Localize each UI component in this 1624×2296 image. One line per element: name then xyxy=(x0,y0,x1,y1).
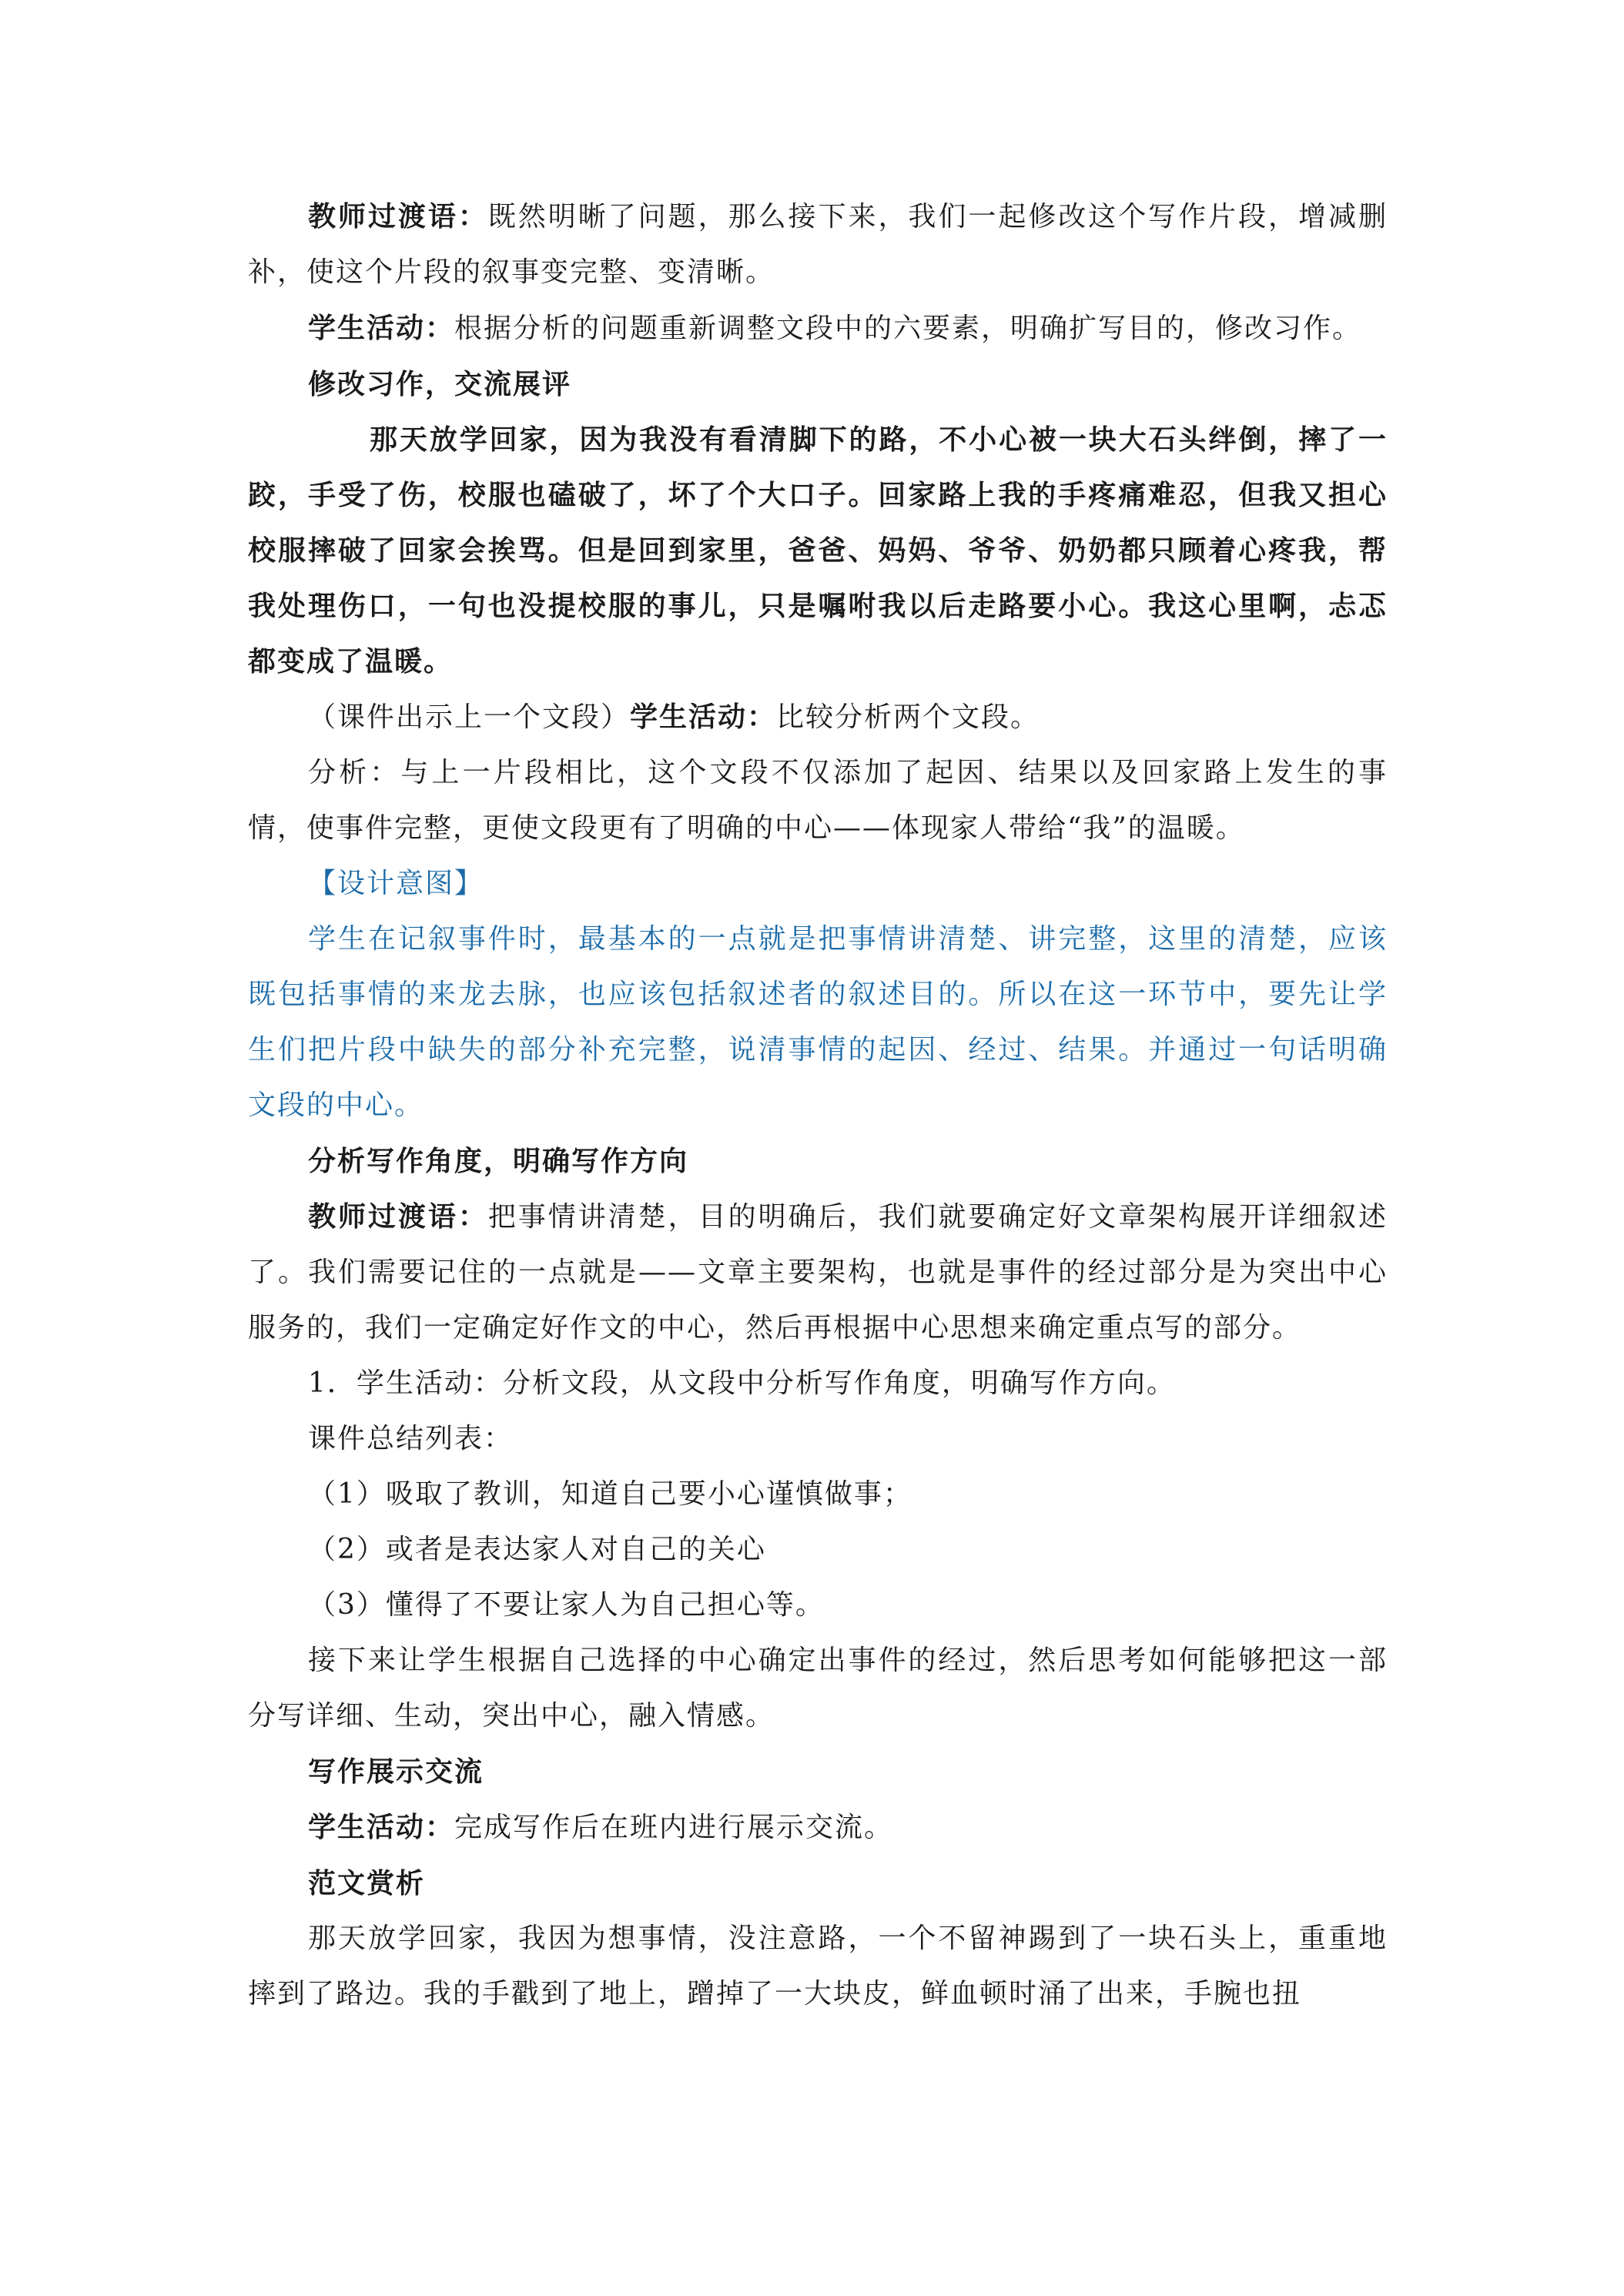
paragraph-student-activity-2 xyxy=(248,1799,1388,1856)
paragraph-compare xyxy=(248,689,1388,745)
document-page xyxy=(248,189,1388,2022)
paragraph-lead: 学生活动： xyxy=(308,1811,455,1843)
paragraph-step-1: 1．学生活动：分析文段，从文段中分析写作角度，明确写作方向。 xyxy=(308,1367,1176,1399)
design-intent-text: 学生在记叙事件时，最基本的一点就是把事情讲清楚、讲完整，这里的清楚，应该既包括事情的来龙去脉，也应该包括叙述者的叙述目的。所以在这一环节中，要先让学生们把片段中缺失的部分补充完整，说清事情的起因、经过、结果。并通过一句话明确文段的中心。 xyxy=(248,923,1388,1121)
list-item: （2）或者是表达家人对自己的关心 xyxy=(308,1534,766,1565)
design-intent-label: 【设计意图】 xyxy=(308,868,484,899)
list-item: （1）吸取了教训，知道自己要小心谨慎做事； xyxy=(308,1478,912,1510)
paragraph-lead: 学生活动： xyxy=(308,312,455,344)
paragraph-analysis: 分析：与上一片段相比，这个文段不仅添加了起因、结果以及回家路上发生的事情，使事件完整，更使文段更有了明确的中心——体现家人带给“我”的温暖。 xyxy=(248,757,1388,844)
section-heading-model-essay: 范文赏析 xyxy=(308,1867,426,1899)
section-heading-revise: 修改习作，交流展评 xyxy=(308,368,572,400)
paragraph-text: 比较分析两个文段。 xyxy=(776,701,1040,733)
paragraph-lead: 学生活动： xyxy=(630,701,777,733)
paragraph-next-step: 接下来让学生根据自己选择的中心确定出事件的经过，然后思考如何能够把这一部分写详细、生动，突出中心，融入情感。 xyxy=(248,1645,1388,1732)
paragraph-lead: 教师过渡语： xyxy=(308,200,488,233)
paragraph-student-activity-1 xyxy=(248,300,1388,356)
paragraph-prefix: （课件出示上一个文段） xyxy=(308,701,631,733)
paragraph-text: 既然明晰了问题，那么接下来，我们一起修改这个写作片段，增减删补，使这个片段的叙事变完整、变清晰。 xyxy=(248,201,1388,288)
paragraph-teacher-transition-1 xyxy=(248,189,1388,300)
paragraph-summary-label: 课件总结列表： xyxy=(308,1423,514,1454)
paragraph-teacher-transition-2 xyxy=(248,1189,1388,1356)
paragraph-lead: 教师过渡语： xyxy=(308,1200,488,1233)
list-item: （3）懂得了不要让家人为自己担心等。 xyxy=(308,1589,825,1621)
section-heading-angle: 分析写作角度，明确写作方向 xyxy=(308,1145,689,1177)
paragraph-model-essay: 那天放学回家，我因为想事情，没注意路，一个不留神踢到了一块石头上，重重地摔到了路边。我的手戳到了地上，蹭掉了一大块皮，鲜血顿时涌了出来，手腕也扭 xyxy=(248,1923,1388,2010)
paragraph-text: 完成写作后在班内进行展示交流。 xyxy=(454,1812,894,1843)
paragraph-revised-sample: 那天放学回家，因为我没有看清脚下的路，不小心被一块大石头绊倒，摔了一跤，手受了伤，校服也磕破了，坏了个大口子。回家路上我的手疼痛难忍，但我又担心校服摔破了回家会挨骂。但是回到家里，爸爸、妈妈、爷爷、奶奶都只顾着心疼我，帮我处理伤口，一句也没提校服的事儿，只是嘱咐我以后走路要小心。我这心里啊，忐忑都变成了温暖。 xyxy=(248,423,1388,678)
section-heading-showcase: 写作展示交流 xyxy=(308,1755,484,1788)
paragraph-text: 根据分析的问题重新调整文段中的六要素，明确扩写目的，修改习作。 xyxy=(454,313,1362,344)
paragraph-text: 把事情讲清楚，目的明确后，我们就要确定好文章架构展开详细叙述了。我们需要记住的一点就是——文章主要架构，也就是事件的经过部分是为突出中心服务的，我们一定确定好作文的中心，然后再根据中心思想来确定重点写的部分。 xyxy=(248,1201,1388,1344)
